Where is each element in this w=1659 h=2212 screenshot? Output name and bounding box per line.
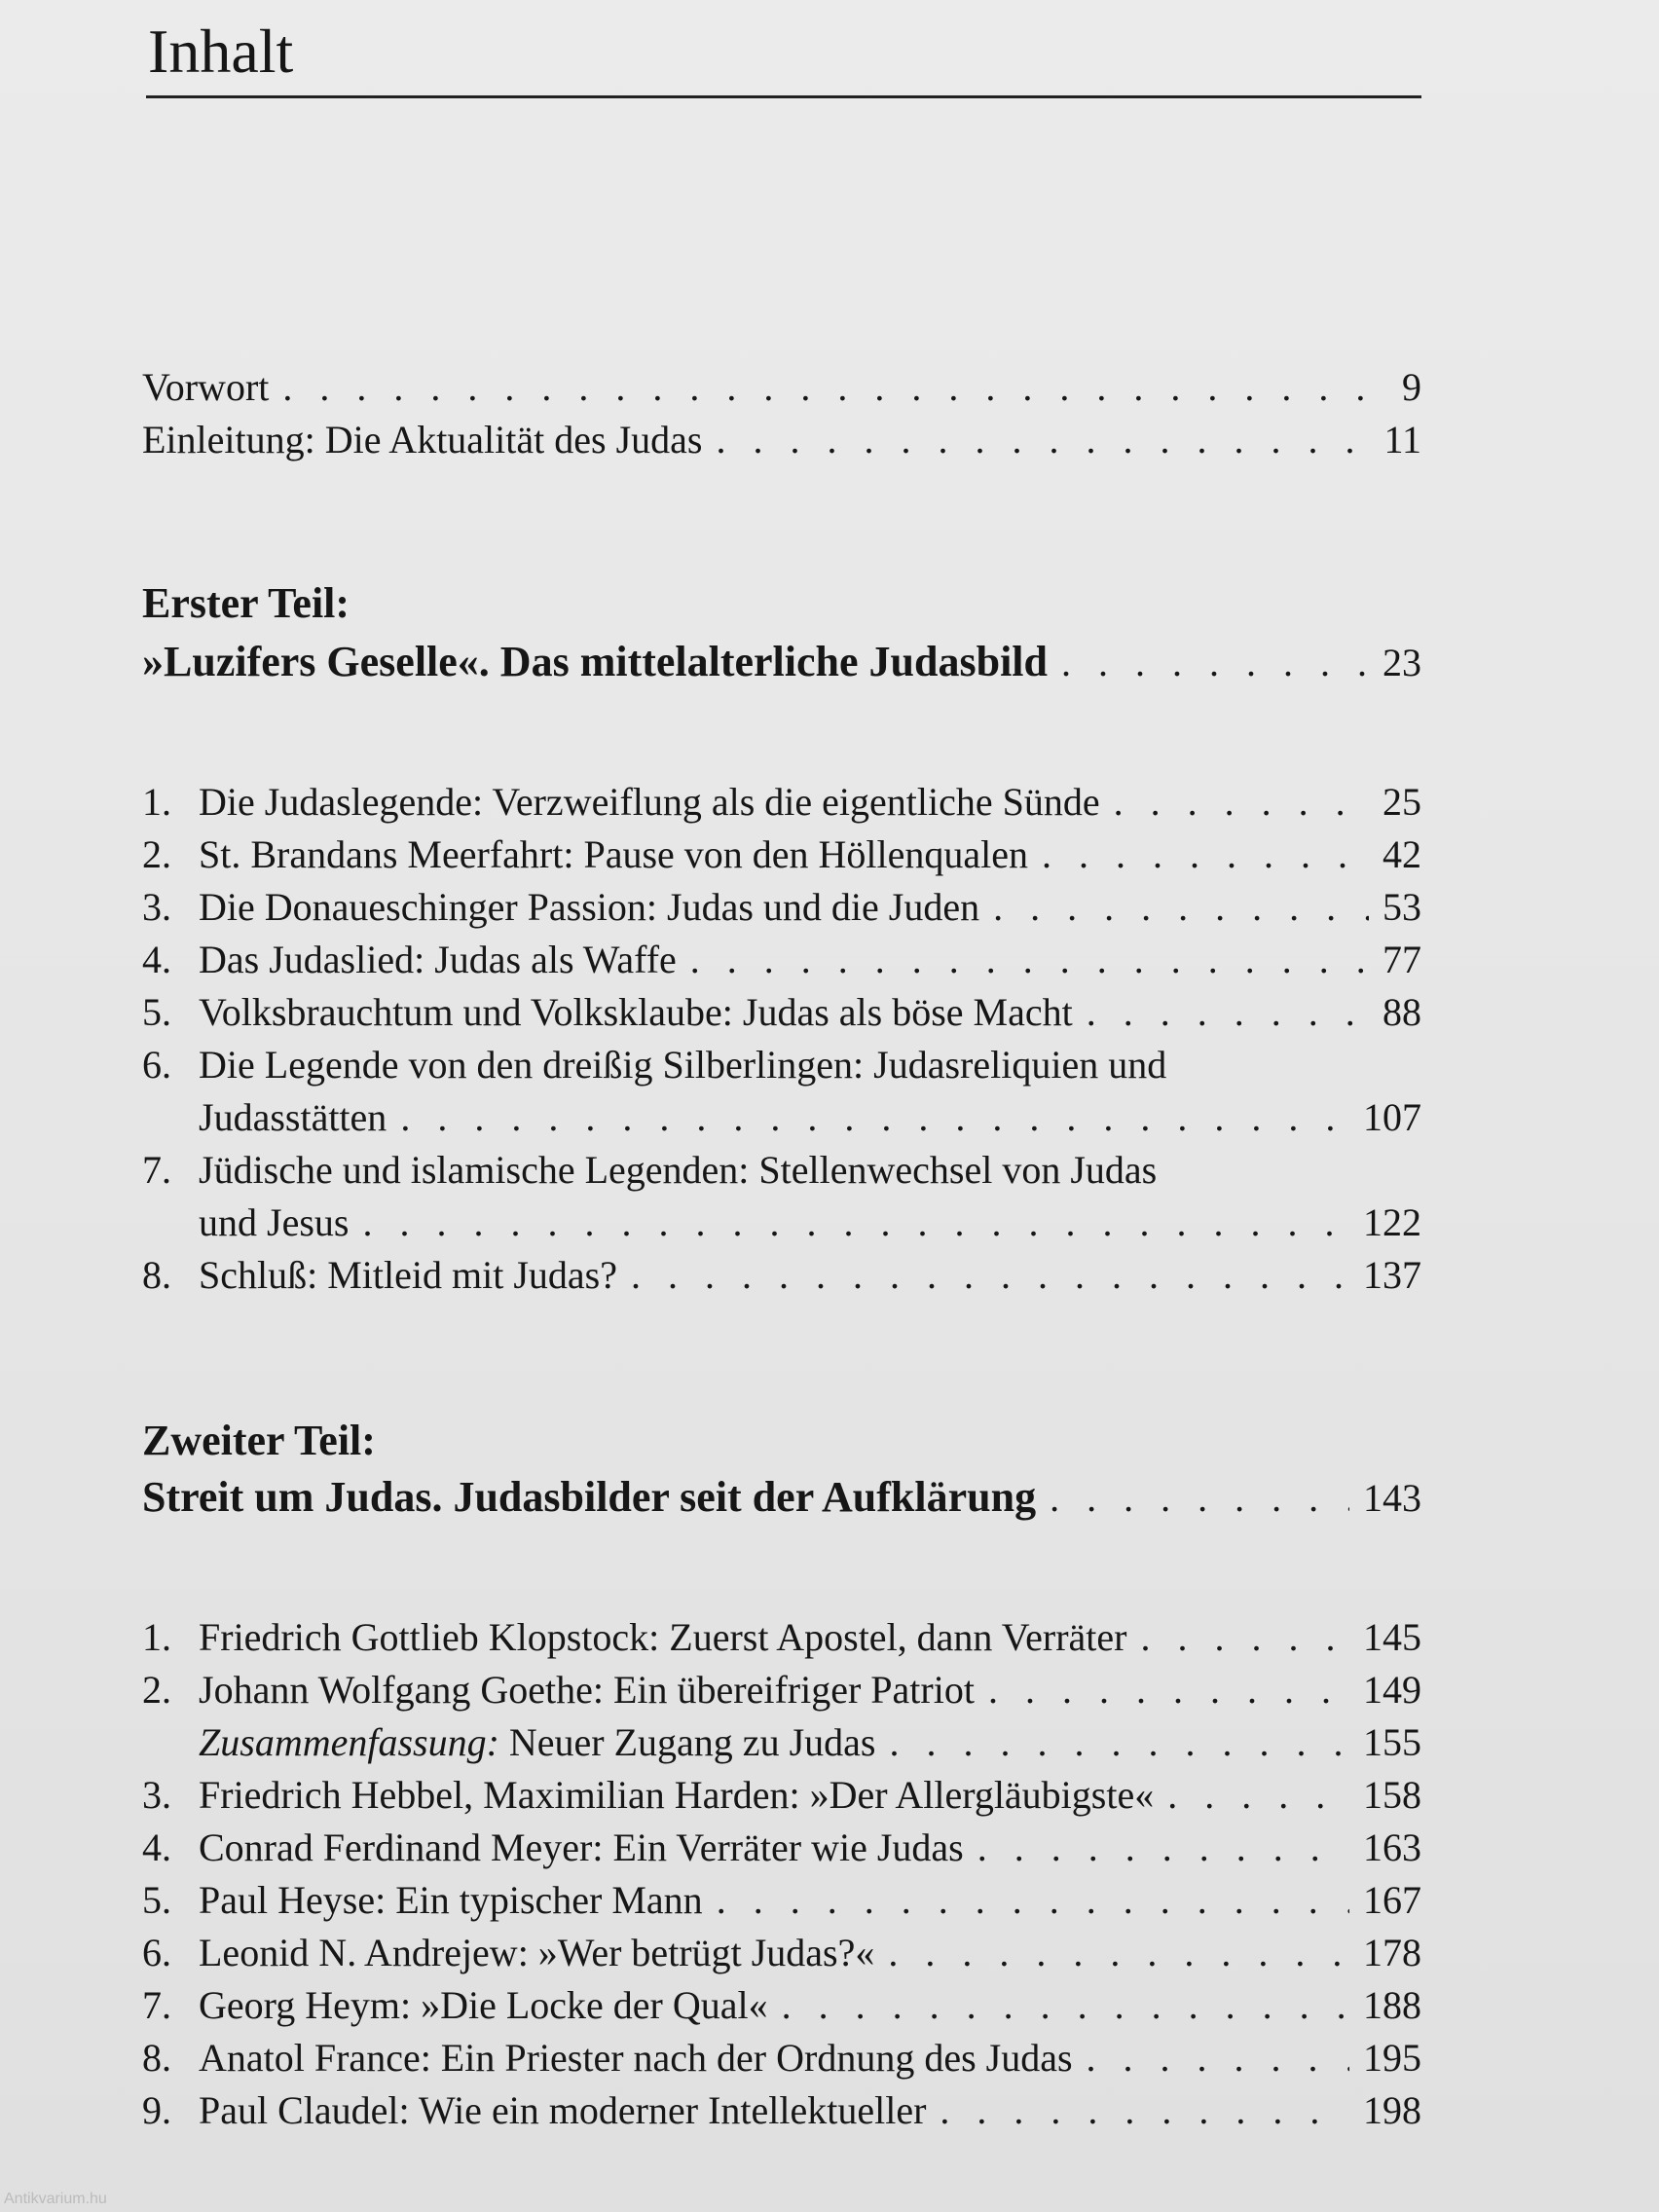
leader-dots [1087, 989, 1369, 1036]
toc-entry-number: 4. [142, 938, 171, 981]
toc-entry-text: Einleitung: Die Aktualität des Judas [142, 418, 703, 461]
toc-entry-page: 158 [1363, 1773, 1421, 1817]
title-rule [146, 95, 1421, 98]
toc-entry-page: 107 [1363, 1095, 1421, 1139]
toc-entry-page: 42 [1382, 832, 1421, 876]
toc-entry[interactable] [142, 2035, 1421, 2082]
toc-entry[interactable] [142, 1982, 1421, 2029]
toc-entry-page: 137 [1363, 1253, 1421, 1297]
leader-dots [1114, 779, 1369, 826]
toc-entry-page: 188 [1363, 1983, 1421, 2027]
toc-entry-number: 6. [142, 1043, 171, 1087]
leader-dots [717, 1877, 1349, 1924]
part1-heading: Erster Teil: [142, 579, 350, 627]
leader-dots [716, 417, 1370, 463]
leader-dots [977, 1825, 1349, 1871]
toc-entry-text: Zusammenfassung: Neuer Zugang zu Judas [199, 1720, 876, 1764]
toc-entry-text: Paul Claudel: Wie ein moderner Intellektueller [199, 2088, 927, 2132]
toc-entry-text: Judasstätten [199, 1095, 387, 1139]
toc-entry-text: Leonid N. Andrejew: »Wer betrügt Judas?« [199, 1931, 875, 1974]
toc-entry[interactable] [142, 884, 1421, 931]
part-title-text: Streit um Judas. Judasbilder seit der Aufklärung [142, 1473, 1037, 1521]
leader-dots [888, 1930, 1349, 1976]
toc-entry-text: Vorwort [142, 365, 270, 409]
toc-entry[interactable] [142, 779, 1421, 826]
leader-dots [400, 1094, 1349, 1141]
toc-entry-text: Die Judaslegende: Verzweiflung als die eigentliche Sünde [199, 780, 1100, 824]
toc-entry-continuation[interactable] [142, 1199, 1421, 1246]
toc-entry-text: Volksbrauchtum und Volksklaube: Judas als böse Macht [199, 990, 1073, 1034]
toc-entry-number: 5. [142, 1878, 171, 1922]
toc-entry-page: 11 [1383, 418, 1421, 461]
toc-entry-text: Anatol France: Ein Priester nach der Ordnung des Judas [199, 2036, 1073, 2080]
toc-entry-text: St. Brandans Meerfahrt: Pause von den Höllenqualen [199, 832, 1029, 876]
part-title-text: »Luzifers Geselle«. Das mittelalterliche Judasbild [142, 638, 1048, 685]
part2-heading: Zweiter Teil: [142, 1417, 376, 1464]
toc-entry-text: Jüdische und islamische Legenden: Stellenwechsel von Judas [199, 1148, 1158, 1192]
toc-entry-text: Conrad Ferdinand Meyer: Ein Verräter wie Judas [199, 1825, 964, 1869]
toc-entry[interactable] [142, 2087, 1421, 2134]
toc-entry-number: 1. [142, 780, 171, 824]
toc-entry[interactable] [142, 831, 1421, 878]
leader-dots [889, 1719, 1349, 1766]
toc-entry-number: 8. [142, 2036, 171, 2080]
toc-entry[interactable] [142, 1825, 1421, 1871]
toc-entry-page: 9 [1402, 365, 1421, 409]
watermark: Antikvarium.hu [4, 2191, 107, 2207]
toc-entry[interactable] [142, 1930, 1421, 1976]
toc-entry-summary[interactable] [142, 1719, 1421, 1766]
toc-entry-text: und Jesus [199, 1200, 350, 1244]
leader-dots [1087, 2035, 1349, 2082]
toc-entry-text: Paul Heyse: Ein typischer Mann [199, 1878, 703, 1922]
toc-entry[interactable] [142, 989, 1421, 1036]
page-title: Inhalt [148, 17, 294, 86]
toc-entry-page: 163 [1363, 1825, 1421, 1869]
toc-entry-number: 1. [142, 1615, 171, 1659]
part-title-page: 143 [1363, 1476, 1421, 1520]
toc-entry[interactable] [142, 1667, 1421, 1714]
toc-entry-number: 4. [142, 1825, 171, 1869]
toc-entry-einleitung[interactable] [142, 417, 1421, 463]
toc-entry-page: 178 [1363, 1931, 1421, 1974]
toc-entry-text: Friedrich Hebbel, Maximilian Harden: »Der Allergläubigste« [199, 1773, 1155, 1817]
toc-entry-page: 167 [1363, 1878, 1421, 1922]
toc-entry[interactable] [142, 937, 1421, 983]
toc-entry-page: 195 [1363, 2036, 1421, 2080]
toc-entry-text: Johann Wolfgang Goethe: Ein übereifriger Patriot [199, 1668, 975, 1712]
toc-entry-number: 2. [142, 1668, 171, 1712]
toc-entry-page: 88 [1382, 990, 1421, 1034]
leader-dots [362, 1199, 1349, 1246]
toc-entry-number: 7. [142, 1148, 171, 1192]
toc-entry[interactable] [142, 1614, 1421, 1661]
toc-entry-text: Schluß: Mitleid mit Judas? [199, 1253, 617, 1297]
toc-entry-page: 25 [1382, 780, 1421, 824]
toc-entry-vorwort[interactable] [142, 364, 1421, 411]
toc-entry-text: Friedrich Gottlieb Klopstock: Zuerst Apostel, dann Verräter [199, 1615, 1127, 1659]
leader-dots [940, 2087, 1349, 2134]
summary-label: Zusammenfassung: [199, 1720, 499, 1764]
leader-dots [1061, 640, 1369, 686]
leader-dots [1141, 1614, 1350, 1661]
toc-entry-page: 145 [1363, 1615, 1421, 1659]
toc-entry-number: 5. [142, 990, 171, 1034]
toc-entry-page: 198 [1363, 2088, 1421, 2132]
leader-dots [988, 1667, 1349, 1714]
toc-entry-number: 6. [142, 1931, 171, 1974]
leader-dots [782, 1982, 1349, 2029]
toc-entry[interactable] [142, 1042, 1421, 1088]
toc-entry-number: 2. [142, 832, 171, 876]
toc-entry-page: 155 [1363, 1720, 1421, 1764]
leader-dots [1042, 831, 1369, 878]
part-title-page: 23 [1382, 641, 1421, 684]
toc-entry-number: 3. [142, 885, 171, 929]
toc-entry-number: 7. [142, 1983, 171, 2027]
toc-entry-text: Georg Heym: »Die Locke der Qual« [199, 1983, 768, 2027]
toc-entry[interactable] [142, 1877, 1421, 1924]
toc-entry[interactable] [142, 1147, 1421, 1194]
toc-entry-page: 53 [1382, 885, 1421, 929]
leader-dots [993, 884, 1369, 931]
toc-entry-text: Das Judaslied: Judas als Waffe [199, 938, 677, 981]
part1-title[interactable] [142, 639, 1421, 686]
leader-dots [1167, 1772, 1349, 1819]
toc-entry-number: 9. [142, 2088, 171, 2132]
leader-dots [631, 1252, 1349, 1299]
part2-title[interactable] [142, 1474, 1421, 1522]
leader-dots [282, 364, 1388, 411]
toc-entry[interactable] [142, 1772, 1421, 1819]
toc-entry-text: Die Legende von den dreißig Silberlingen: Judasreliquien und [199, 1043, 1167, 1087]
toc-entry-page: 149 [1363, 1668, 1421, 1712]
toc-entry-number: 3. [142, 1773, 171, 1817]
toc-entry-page: 77 [1382, 938, 1421, 981]
leader-dots [690, 937, 1369, 983]
toc-entry-page: 122 [1363, 1200, 1421, 1244]
toc-entry-text: Die Donaueschinger Passion: Judas und die Juden [199, 885, 980, 929]
toc-entry-number: 8. [142, 1253, 171, 1297]
leader-dots [1050, 1475, 1349, 1522]
toc-entry[interactable] [142, 1252, 1421, 1299]
toc-entry-continuation[interactable] [142, 1094, 1421, 1141]
